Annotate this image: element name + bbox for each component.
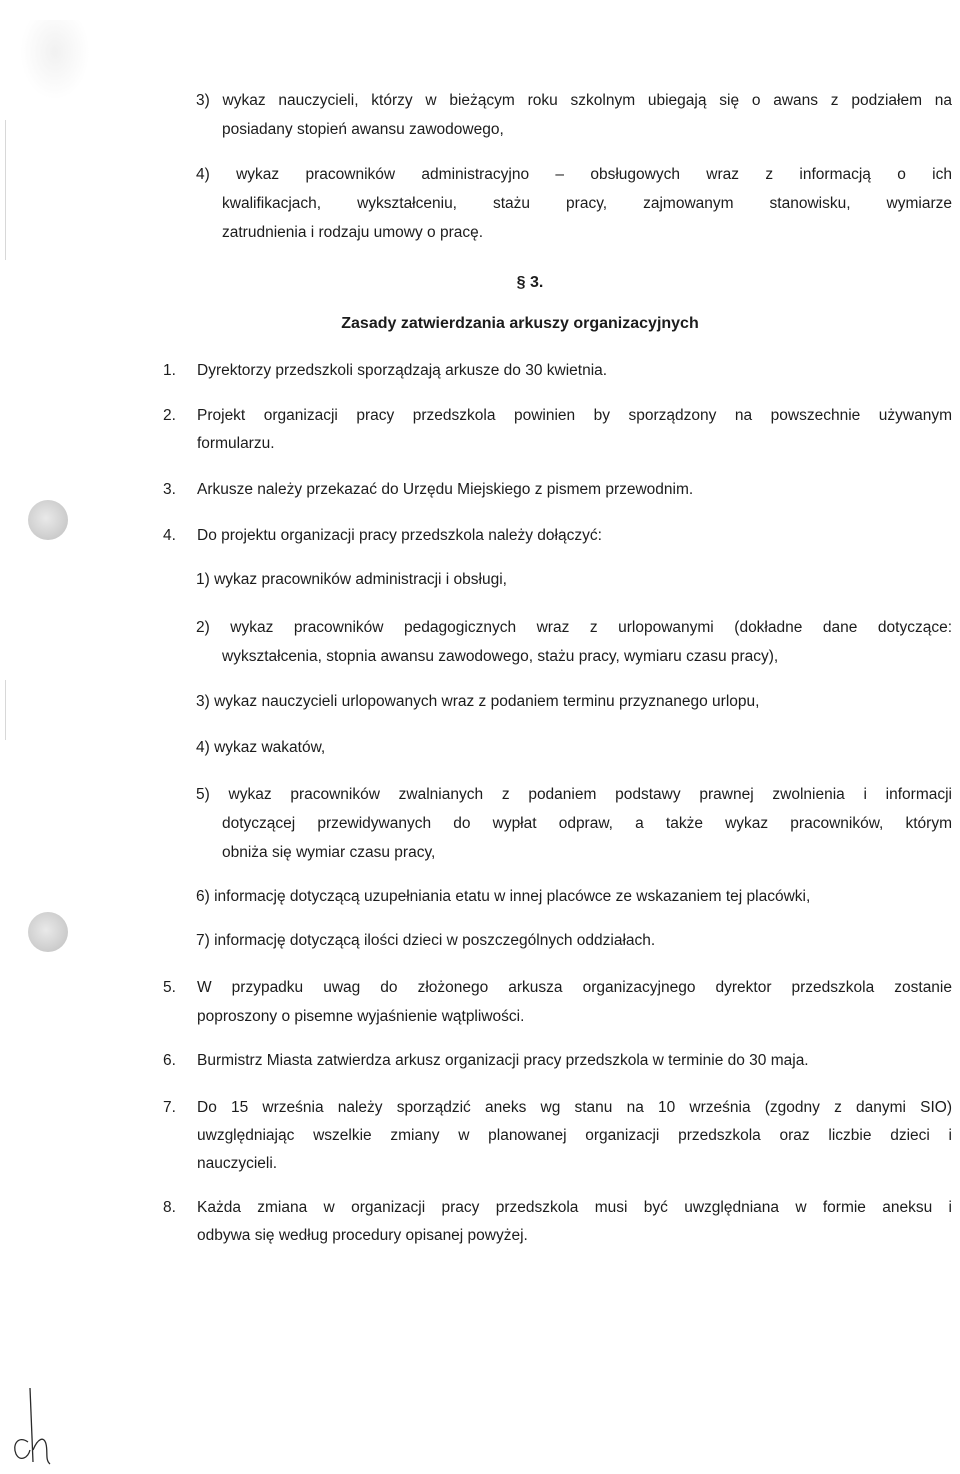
point-text: Projekt organizacji pracy przedszkola powinien by sporządzony na powszechnie używanym [197, 407, 952, 424]
punch-hole [28, 912, 68, 952]
subpoint-text: 1) wykaz pracowników administracji i obsługi, [196, 571, 507, 588]
point-text: Dyrektorzy przedszkoli sporządzają arkusze do 30 kwietnia. [197, 362, 608, 379]
subpoint-text: 7) informację dotyczącą ilości dzieci w poszczególnych oddziałach. [196, 932, 656, 949]
subpoint-text: 2) wykaz pracowników pedagogicznych wraz z urlopowanymi (dokładne dane dotyczące: [196, 619, 952, 636]
punch-hole [28, 500, 68, 540]
point-text: Arkusze należy przekazać do Urzędu Miejskiego z pismem przewodnim. [197, 481, 694, 498]
list-item-line: zatrudnienia i rodzaju umowy o pracę. [222, 224, 484, 241]
point-number: 4. [163, 527, 176, 544]
subpoint-text: obniża się wymiar czasu pracy, [222, 844, 436, 861]
point-number: 1. [163, 362, 176, 379]
point-number: 7. [163, 1099, 176, 1116]
point-number: 6. [163, 1052, 176, 1069]
subpoint-text: dotyczącej przewidywanych do wypłat odpraw, a także wykaz pracowników, którym [222, 815, 952, 832]
section-number: § 3. [516, 274, 544, 291]
point-number: 2. [163, 407, 176, 424]
scan-edge-line [5, 680, 6, 740]
section-title: Zasady zatwierdzania arkuszy organizacyjnych [341, 315, 699, 332]
subpoint-text: 6) informację dotyczącą uzupełniania etatu w innej placówce ze wskazaniem tej placówki, [196, 888, 811, 905]
list-item-line: kwalifikacjach, wykształceniu, stażu pracy, zajmowanym stanowisku, wymiarze [222, 195, 952, 212]
point-text: formularzu. [197, 435, 275, 452]
subpoint-text: 5) wykaz pracowników zwalnianych z podaniem podstawy prawnej zwolnienia i informacji [196, 786, 952, 803]
point-number: 3. [163, 481, 176, 498]
point-text: Do projektu organizacji pracy przedszkola należy dołączyć: [197, 527, 602, 544]
point-text: Każda zmiana w organizacji pracy przedszkola musi być uwzględniana w formie aneksu i [197, 1199, 952, 1216]
scan-smudge [20, 20, 90, 100]
list-item-line: 3) wykaz nauczycieli, którzy w bieżącym roku szkolnym ubiegają się o awans z podziałem na [196, 92, 952, 109]
subpoint-text: 3) wykaz nauczycieli urlopowanych wraz z podaniem terminu przyznanego urlopu, [196, 693, 760, 710]
subpoint-text: wykształcenia, stopnia awansu zawodowego, stażu pracy, wymiaru czasu pracy), [222, 648, 779, 665]
point-text: nauczycieli. [197, 1155, 278, 1172]
point-text: Do 15 września należy sporządzić aneks wg stanu na 10 września (zgodny z danymi SIO) [197, 1099, 952, 1116]
list-item-line: 4) wykaz pracowników administracyjno – obsługowych wraz z informacją o ich [196, 166, 952, 183]
point-text: uwzględniając wszelkie zmiany w planowanej organizacji przedszkola oraz liczbie dzieci i [197, 1127, 952, 1144]
point-number: 5. [163, 979, 176, 996]
point-text: Burmistrz Miasta zatwierdza arkusz organizacji pracy przedszkola w terminie do 30 maja. [197, 1052, 809, 1069]
scan-edge-line [5, 120, 6, 260]
point-text: W przypadku uwag do złożonego arkusza organizacyjnego dyrektor przedszkola zostanie [197, 979, 952, 996]
point-number: 8. [163, 1199, 176, 1216]
subpoint-text: 4) wykaz wakatów, [196, 739, 326, 756]
handwritten-signature [8, 1380, 68, 1470]
list-item-line: posiadany stopień awansu zawodowego, [222, 121, 504, 138]
point-text: odbywa się według procedury opisanej powyżej. [197, 1227, 528, 1244]
point-text: poproszony o pisemne wyjaśnienie wątpliwości. [197, 1008, 525, 1025]
